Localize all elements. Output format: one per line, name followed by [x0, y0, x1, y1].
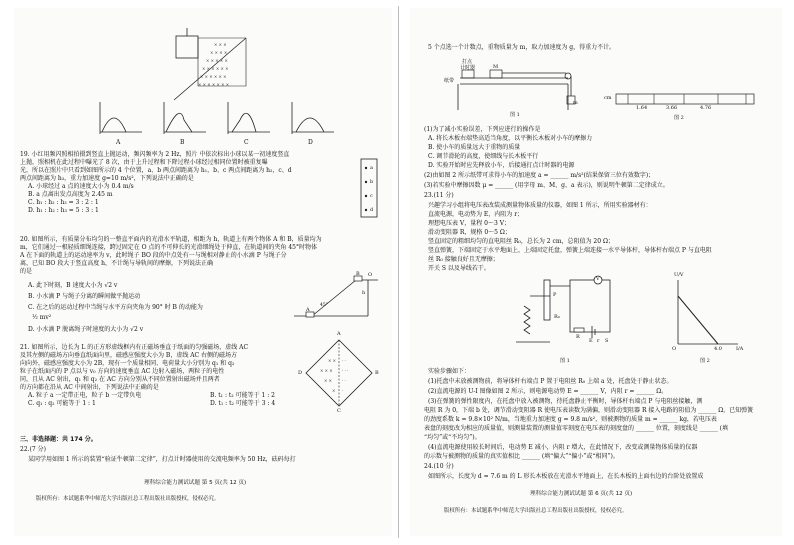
svg-text:× × × × × ×: × × × × × ×: [200, 74, 227, 79]
q20-label-a: A: [306, 307, 310, 313]
section-3-heading: 三、非选择题：共 174 分。: [20, 436, 97, 443]
q18-graph-d: [290, 100, 340, 140]
circuit-label-s: S: [605, 338, 609, 344]
exp-step-3c: 的劲度系数 k = 9.8×10² N/m，当地重力加速度 g = 9.8 m/s²，则被测物的质量 m = ______ kg，若电压表: [424, 416, 717, 423]
q18-field-figure: [14, 8, 392, 108]
q19-line4: 两点间距离为 h₃，重力加速度 g=10 m/s²，下列说法中正确的是: [20, 175, 194, 182]
q22-option-d: D. 实验开始时应先释放小车，后接通打点计时器的电源: [428, 162, 575, 169]
circuit-label-p: P: [553, 292, 557, 298]
q20-line1: 20. 如图所示，有质量分布均匀的一整直平面内的光滑水平轨道，相距为 h，轨道上有两个物体 A 和 B，质量均为: [20, 236, 322, 243]
exp-step-3e: “均匀”或“不均匀”)。: [424, 434, 481, 441]
svg-text:× × × × ×: × × × × ×: [206, 58, 228, 63]
q22-part3: (3)若实验中摩擦因数 μ = ______ (用字母 m、M、g、a 表示)，则说明牛顿第二定律成立。: [424, 182, 669, 189]
q21-line5: 同，且从 AC 射出，q₁ 和 q₂ 在 AC 方向分别从不同位置射出磁场并且两者: [20, 376, 220, 383]
left-page: [14, 8, 392, 536]
q18-graph-c: [226, 100, 276, 140]
q22-part1: (1)为了减小实验误差，下列应进行的操作是: [424, 126, 541, 133]
exp-step-4b: 的示数与被测物的质量的真实值相比 ______ (填“偏大”“偏小”或“相同”)。: [424, 453, 619, 460]
exp-step-1: (1)托盘中未放被测物前，将导体杆右端点 P 置于电阻丝 R₀ 上端 a 处，托盘处于静止状态。: [428, 378, 673, 385]
fig2-unit: cm: [604, 95, 612, 101]
circuit-label-v: V: [596, 276, 600, 282]
fig1-caption: 图 1: [510, 112, 520, 118]
q19-line1: 19. 小红用频闪照相拍摄到竖直上抛运动，频闪频率为 2 Hz，照片 中依次标出小球以某一初速度竖直: [20, 151, 290, 158]
q21-magnetic-field-figure: [304, 338, 374, 408]
svg-text:× ×: × ×: [324, 378, 332, 383]
q22-heading: 22.(7 分): [20, 446, 46, 453]
svg-text:·: ·: [342, 388, 344, 393]
svg-text:× × × ×: × × × ×: [210, 50, 228, 55]
q23-item-2: 理想电压表 V，量程 0～3 V；: [428, 220, 511, 227]
q21-vertex-c: C: [337, 408, 341, 414]
q21-line6: 的方向都在沿从 AC 中间射出，下列说法中正确的是: [20, 384, 159, 391]
q23-heading: 23.(11 分): [424, 192, 454, 199]
circuit-label-rheostat: R: [576, 334, 580, 340]
q20-line2: m，它们通过一根轻质细绳连接，跨过固定在 O 点的不可伸长的光滑细绳处于伸直，在轨道间的夹角 45°时物体: [20, 244, 317, 251]
q23-item-4: 竖直固定的粗细均匀的直电阻丝 R₀，总长为 2 cm，总阻值为 20 Ω；: [428, 238, 614, 245]
graph-y-axis-label: U/V: [674, 272, 684, 278]
q21-vertex-b: B: [375, 370, 379, 376]
q19-point-c: c: [370, 193, 373, 199]
circuit-caption: 图 1: [560, 358, 570, 364]
q19-option-a: A. 小球经过 a 点的速度大小为 0.4 m/s: [28, 183, 134, 190]
q20-label-h: h: [362, 290, 366, 296]
exp-step-3a: (3)在弹簧的弹性限度内，在托盘中放入被测物，待托盘静止平衡时，导体杆右端点 P 与电阻丝接触，测: [428, 398, 703, 405]
q22-part2: (2)由如图 2 所示纸带可求得小车的加速度 a = ______ m/s²(结果保留三位有效数字)；: [424, 172, 655, 179]
q23-ui-graph: [672, 278, 742, 348]
q22-option-a: A. 将长木板右端垫高适当角度，以平衡长木板对小车的摩擦力: [428, 135, 593, 142]
q21-option-a: A. 粒子 a 一定带正电，粒子 b 一定带负电: [28, 392, 142, 399]
exp-step-3b: 电阻 R 为 0，下端 b 处，调节滑动变阻器 R 使电压表读数为满偏，则滑动变阻器 R 接入电路的阻值为 ______ Ω，已知弹簧: [424, 407, 754, 414]
q19-option-c: C. h₁ : h₂ : h₃ = 3 : 2 : 1: [28, 199, 99, 206]
q20-option-a: A. 此下时刻，B 速度大小为 √2 v: [28, 282, 118, 289]
exp-step-3d: 表盘的刻度改为相应的质量值，则测量装置的测量值零刻度在电压表的刻度盘的 ______ 位置，刻度线是 ______ (填: [424, 425, 728, 432]
q20-label-angle: 45°: [320, 303, 328, 308]
svg-text:× × ×: × × ×: [320, 368, 333, 373]
q22-option-c: C. 调节滑轮的高度，使细线与长木板平行: [428, 153, 539, 160]
q21-line3: 向向外，磁感应强度大小为 2B，现有一个质量相同、电荷量大小分别为 q₁ 和 q₂: [20, 360, 235, 367]
q22-tape-figure: [608, 88, 758, 112]
fig1-cart-label: M: [493, 64, 499, 70]
q18-label-a: A: [116, 139, 121, 146]
q22-cont-line: 5 个点选一个计数点，重物质量为 m，取力加速度为 g，得重力不计。: [428, 44, 616, 51]
q19-option-b: B. a 点离出发点高度为 2.45 m: [28, 191, 113, 198]
graph-origin-label: O: [672, 346, 677, 352]
circuit-label-r: r: [597, 338, 600, 344]
q19-point-d: d: [370, 207, 374, 213]
fig1-weight-label: m: [573, 100, 578, 106]
q23-line1: 兴趣学习小组将电压表改装成测量物体质量的仪器，如图 1 所示，所用实验器材有：: [428, 202, 652, 209]
q22-option-b: B. 使小车的质量远大于重物的质量: [428, 144, 521, 151]
q18-graph-b: [162, 100, 212, 140]
q19-option-d: D. h₁ : h₂ : h₃ = 5 : 3 : 1: [28, 207, 99, 214]
right-page: [410, 8, 782, 536]
svg-text:× ×: × ×: [328, 358, 336, 363]
q24-line1: 如图所示，长度为 d = 7.6 m 的 L 形长木板放在光滑水平地面上，在长木板的上面右边的台阶处放置成: [428, 473, 704, 480]
q20-line3: A 在下面的轨道上的运动速率为 v，此时绳子 BO 段的中点处有一与绳相对静止的小水滴 P 与绳子分: [20, 252, 287, 259]
graph-x-tick: 4.0: [714, 346, 722, 352]
q21-vertex-a: A: [337, 331, 341, 337]
fig1-timer-label-1: 打点: [462, 59, 473, 65]
q20-option-d: D. 小水滴 P 脱离绳子时速度的大小为 √2 v: [28, 326, 144, 333]
q18-graph-a: [98, 100, 148, 140]
q23-line6: 竖直弹簧，下端固定于水平地面上，上端固定托盘，弹簧上端连接一水平导体杆，导体杆右端点 P 与直电阻: [428, 247, 712, 254]
graph-caption: 图 2: [700, 358, 710, 364]
fig2-seg-1: 1.64: [636, 105, 648, 111]
exp-step-2: (2)直流电源的 U-I 图像如图 2 所示，则电源电动势 E = ______ V，内阻 r = ______ Ω。: [428, 388, 668, 395]
q20-option-c: C. 在之后的运动过程中当绳与水平方向夹角为 90° 时 B 的动能为: [28, 304, 203, 311]
q18-label-b: B: [180, 139, 185, 146]
exp-steps-heading: 实验步骤如下：: [428, 368, 471, 375]
left-copyright: 版权所有：本试题系华中师范大学出版社总工程出版社出版授权，侵权必究。: [36, 496, 220, 502]
svg-text:· ·: · ·: [342, 378, 346, 383]
q21-line1: 21. 如图所示，边长为 L 的正方形虚线框内有正磁场垂直于纸面的匀强磁场，虚线 AC: [20, 344, 249, 351]
svg-text:× × ×: × × ×: [214, 42, 227, 47]
svg-text:· ·: · ·: [342, 358, 346, 363]
fig1-tape-label: 纸带: [444, 78, 455, 84]
q18-label-c: C: [244, 139, 249, 146]
q21-line2: 及其左侧的磁场方向垂直纸面向里，磁感应强度大小为 B，虚线 AC 右侧的磁场方: [20, 352, 238, 359]
q24-heading: 24.(10 分): [424, 463, 454, 470]
q23-line8: 开关 S 以及导线若干。: [428, 265, 490, 272]
q20-line4: 离，已知 BO 段大于竖直高度 h，不计绳与导轨间的摩擦，下列说法正确: [20, 260, 214, 267]
q21-line4: 粒子在纸面内的 P 点以与 v₀ 方向的速度垂直 AC 边射入磁场，两粒子的电性: [20, 368, 225, 375]
q21-option-d: D. t₁ : t₂ 可能等于 3 : 4: [210, 400, 276, 407]
q22-line1: 某同学用如图 1 所示的装置“验证牛顿第二定律”，打点计时器使用的交流电频率为 50 Hz，砝码每打: [28, 456, 296, 463]
left-page-footer: 理科综合能力测试试题 第 5 页(共 12 页): [144, 480, 247, 486]
q20-line5: 的是: [20, 268, 33, 275]
svg-text:×: ×: [332, 388, 336, 393]
q23-line7: 丝 R₀ 接触良好且无摩擦；: [428, 256, 499, 263]
right-page-footer: 理科综合能力测试试题 第 6 页(共 12 页): [530, 491, 633, 497]
graph-x-axis-label: I/A: [736, 346, 744, 352]
q20-option-b: B. 小水滴 P 与绳子分离的瞬间做平抛运动: [28, 293, 141, 300]
q20-label-o: O: [368, 272, 373, 278]
q21-option-b: B. t₁ : t₂ 可能等于 1 : 2: [210, 392, 275, 399]
svg-text:× × × × × ×: × × × × × ×: [202, 66, 229, 71]
q19-line3: 光，所以在照片中只看到如图所示的 4 个位置，a、b 两点间距离为 h₁，b、c 两点间距离为 h₂，c、d: [20, 167, 292, 174]
q19-line2: 上抛，照相机在此过程中曝光了 8 次，由于上升过程和下降过程小球经过相同位置时被重复曝: [20, 159, 268, 166]
circuit-label-r0: R₀: [554, 314, 560, 320]
fig2-seg-3: 4.76: [700, 105, 712, 111]
fig1-timer-label-2: 计时器: [460, 65, 476, 71]
q23-circuit-figure: [510, 272, 630, 352]
q20-label-b: B: [356, 271, 360, 277]
page-divider: [398, 6, 399, 538]
q20-option-c-frac: ½ mv²: [32, 314, 52, 321]
svg-text:· · ·: · · ·: [342, 368, 349, 373]
right-copyright: 版权所有：本试题系华中师范大学出版社总工程出版社出版授权，侵权必究。: [444, 508, 628, 514]
svg-text:× × × × × × ×: × × × × × × ×: [198, 82, 230, 87]
fig2-caption: 图 2: [674, 115, 684, 121]
q23-item-1: 直流电源，电动势为 E，内阻为 r；: [428, 211, 524, 218]
q21-option-c: C. q₁ : q₂ 可能等于 1 : 1: [28, 400, 96, 407]
fig2-seg-2: 3.66: [666, 105, 678, 111]
q23-item-3: 滑动变阻器 R，规格 0～5 Ω；: [428, 229, 511, 236]
exp-step-4a: (4)直流电源使用较长时间后，电动势 E 减小，内阻 r 增大，在此情况下，改变或测量物体质量的仪器: [428, 444, 698, 451]
q19-point-a: a: [370, 165, 373, 171]
q21-vertex-d: D: [298, 370, 303, 376]
q19-point-b: b: [370, 179, 374, 185]
q18-label-d: D: [308, 139, 313, 146]
circuit-label-e: E: [589, 338, 593, 344]
